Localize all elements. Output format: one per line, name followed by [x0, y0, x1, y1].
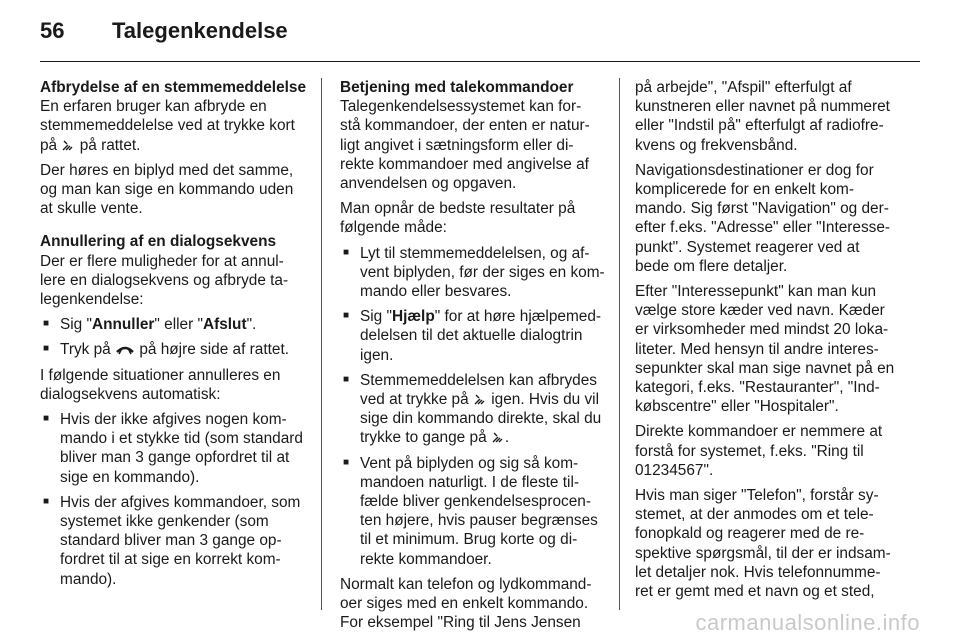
paragraph: Der er flere muligheder for at annul- lere en dialogsekvens og afbryde ta- legenkendelse:: [40, 252, 289, 309]
list-item: ■ Sig "Annuller" eller "Afslut".: [43, 316, 257, 334]
paragraph: I følgende situationer annulleres en dialogsekvens automatisk:: [40, 366, 281, 403]
bullet-square-icon: ■: [343, 456, 350, 468]
paragraph: Man opnår de bedste resultater på følgende måde:: [340, 200, 576, 237]
list-item: ■ Stemmemeddelelsen kan afbrydes ved at trykke på igen. Hvis du vil sige din kommando direkte, skal du trykke to gange på .: [343, 371, 602, 447]
section-heading-voice-commands: Betjening med talekommandoer: [340, 79, 574, 96]
column-1: [40, 78, 308, 589]
paragraph: Normalt kan telefon og lydkommand- oer siges med en enkelt kommando. For eksempel "Ring til Jens Jensen: [340, 575, 592, 632]
bullet-square-icon: ■: [43, 413, 50, 425]
page-number: 56: [40, 18, 65, 43]
paragraph: Direkte kommandoer er nemmere at forstå for systemet, f.eks. "Ring til 01234567".: [635, 423, 883, 479]
list-item: ■ Sig "Hjælp" for at høre hjælpemed- delelsen til det aktuelle dialogtrin igen.: [343, 308, 602, 364]
column-divider-2: [619, 78, 620, 610]
bullet-square-icon: ■: [343, 246, 350, 258]
bullet-square-icon: ■: [43, 495, 50, 507]
bullet-square-icon: ■: [43, 318, 50, 330]
list-item: ■ Vent på biplyden og sig så kom- mandoen naturligt. I de fleste til- fælde bliver genkendelsesprocen- ten højere, hvis pauser begrænses til et minimum. Brug korte og di- rekte kommandoer.: [343, 454, 598, 568]
paragraph: Efter "Interessepunkt" kan man kun vælge store kæder ved navn. Kæder er virksomheder med mindst 20 loka- liteter. Med hensyn til andre interes- sepunkter skal man sige navnet på en kategori, f.eks. "Restauranter", "Ind- købscentre" eller "Hospitaler".: [635, 283, 895, 416]
list-item: ■ Tryk på på højre side af rattet.: [43, 341, 290, 359]
column-3: [635, 78, 901, 601]
hang-up-icon: [115, 344, 135, 356]
section-heading-interrupt: Afbrydelse af en stemmemeddelelse: [40, 79, 307, 96]
list-item: ■ Hvis der ikke afgives nogen kom- mando i et stykke tid (som standard bliver man 3 gange opfordret til at sige en kommando).: [43, 411, 303, 486]
section-heading-cancel: Annullering af en dialogsekvens: [40, 233, 277, 251]
voice-control-icon: [473, 392, 487, 406]
voice-control-icon: [491, 430, 505, 444]
header-rule: [40, 61, 920, 62]
page-header: [40, 18, 288, 48]
page-title: Talegenkendelse: [112, 18, 288, 43]
column-2: [340, 78, 606, 632]
bullet-square-icon: ■: [343, 373, 350, 385]
list-item: ■ Lyt til stemmemeddelelsen, og af- vent biplyden, før der siges en kom- mando eller besvares.: [343, 244, 605, 301]
paragraph: Hvis man siger "Telefon", forstår sy- stemet, at der anmodes om et tele- fonopkald og reagerer med de re- spektive spørgsmål, til der er indsam- let detaljer nok. Hvis telefonnumme- ret er gemt med et navn og et sted,: [635, 487, 891, 601]
paragraph: Der høres en biplyd med det samme, og man kan sige en kommando uden at skulle vente.: [40, 161, 294, 218]
paragraph: Talegenkendelsessystemet kan for- stå kommandoer, der enten er natur- ligt angivet i sætningsform eller di- rekte kommandoer med angivelse af anvendelsen og opgaven.: [340, 98, 590, 193]
column-divider-1: [321, 78, 322, 610]
voice-control-icon: [61, 138, 75, 152]
watermark: carmanualsonline.info: [695, 610, 920, 635]
paragraph: Navigationsdestinationer er dog for komplicerede for en enkelt kom- mando. Sig først "Navigation" og der- efter f.eks. "Adresse" eller "Interesse- punkt". Systemet reagerer ved at bede om flere detaljer.: [635, 161, 891, 275]
list-item: ■ Hvis der afgives kommandoer, som systemet ikke genkender (som standard bliver man 3 gange op- fordret til at sige en korrekt kom- mando).: [43, 493, 301, 588]
bullet-square-icon: ■: [343, 310, 350, 322]
bullet-square-icon: ■: [43, 343, 50, 355]
paragraph: En erfaren bruger kan afbryde en stemmemeddelelse ved at trykke kort på på rattet.: [40, 98, 295, 154]
paragraph: på arbejde", "Afspil" efterfulgt af kunstneren eller navnet på nummeret eller "Indstil på" efterfulgt af radiofre- kvens og frekvensbånd.: [635, 79, 890, 154]
